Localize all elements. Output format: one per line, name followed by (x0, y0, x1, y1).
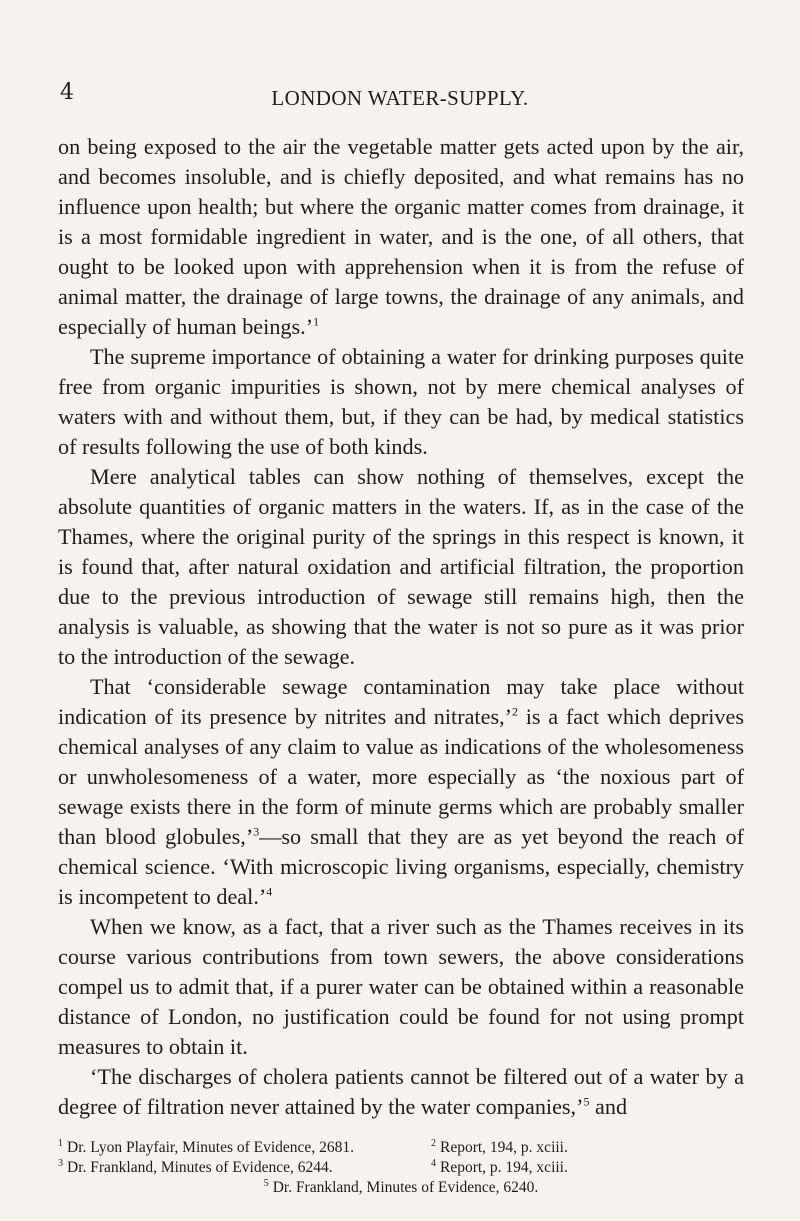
footnote-row (58, 1138, 744, 1158)
paragraph-text: That ‘considerable sewage contamination may take place without indication of its presence by nitrites and nitrates,’ (58, 674, 744, 729)
footnote-text: Dr. Frankland, Minutes of Evidence, 6244. (67, 1159, 333, 1176)
paragraph (58, 1062, 744, 1122)
paragraph-text: When we know, as a fact, that a river such as the Thames receives in its course various contributions from town sewers, the above considerations compel us to admit that, if a purer water can be obtained within a reasonable distance of London, no justification could be found for not using prompt measures to obtain it. (58, 914, 744, 1059)
paragraph (58, 672, 744, 912)
footnote-text: Report, 194, p. xciii. (440, 1139, 568, 1156)
paragraph-text: on being exposed to the air the vegetable matter gets acted upon by the air, and becomes insoluble, and is chiefly deposited, and what remains has no influence upon health; but where the organic matter comes from drainage, it is a most formidable ingredient in water, and is the one, of all others, that ought to be looked upon with apprehension when it is from the refuse of animal matter, the drainage of large towns, the drainage of any animals, and especially of human beings.’ (58, 134, 744, 339)
footnote (58, 1138, 371, 1158)
footnote-row (58, 1178, 744, 1198)
footnote-reference: 5 (583, 1094, 590, 1109)
footnote-number: 5 (263, 1177, 269, 1189)
footnote (371, 1158, 744, 1178)
paragraph (58, 342, 744, 462)
paragraph-text: and (589, 1094, 628, 1119)
footnote-number: 4 (431, 1157, 436, 1169)
footnote (58, 1158, 371, 1178)
paragraph (58, 462, 744, 672)
footnote-reference: 3 (253, 824, 260, 839)
paragraph (58, 132, 744, 342)
footnote-number: 2 (431, 1137, 436, 1149)
running-head: LONDON WATER-SUPPLY. (271, 86, 529, 110)
footnote-number: 3 (58, 1157, 63, 1169)
footnote-text: Report, p. 194, xciii. (440, 1159, 568, 1176)
footnote-text: Dr. Frankland, Minutes of Evidence, 6240. (272, 1179, 539, 1196)
paragraph-text: ‘The discharges of cholera patients cannot be filtered out of a water by a degree of filtration never attained by the water companies,’ (58, 1064, 744, 1119)
footnote-text: Dr. Lyon Playfair, Minutes of Evidence, 2681. (67, 1139, 354, 1156)
page-number: 4 (60, 80, 74, 105)
footnote-reference: 2 (512, 704, 519, 719)
footnote-row (58, 1158, 744, 1178)
footnote (371, 1138, 744, 1158)
paragraph-text: is a fact which deprives chemical analyses of any claim to value as indications of the wholesomeness or unwholesomeness of a water, more especially as ‘the noxious part of sewage exists there in the form of minute germs which are probably smaller than blood globules,’ (58, 704, 744, 849)
footnote-number: 1 (58, 1137, 63, 1149)
paragraph (58, 912, 744, 1062)
footnotes (58, 1138, 744, 1198)
paragraph-text: —so small that they are as yet beyond the reach of chemical science. ‘With microscopic living organisms, especially, chemistry is incompetent to deal.’ (58, 824, 744, 909)
footnote-reference: 1 (313, 314, 320, 329)
paragraph-text: The supreme importance of obtaining a water for drinking purposes quite free from organic impurities is shown, not by mere chemical analyses of waters with and without them, but, if they can be had, by medical statistics of results following the use of both kinds. (58, 344, 744, 459)
footnote (264, 1178, 539, 1198)
footnote-reference: 4 (266, 884, 273, 899)
body-text (58, 132, 744, 1122)
paragraph-text: Mere analytical tables can show nothing of themselves, except the absolute quantities of organic matters in the waters. If, as in the case of the Thames, where the original purity of the springs in this respect is known, it is found that, after natural oxidation and artificial filtration, the proportion due to the previous introduction of sewage still remains high, then the analysis is valuable, as showing that the water is not so pure as it was prior to the introduction of the sewage. (58, 464, 744, 669)
